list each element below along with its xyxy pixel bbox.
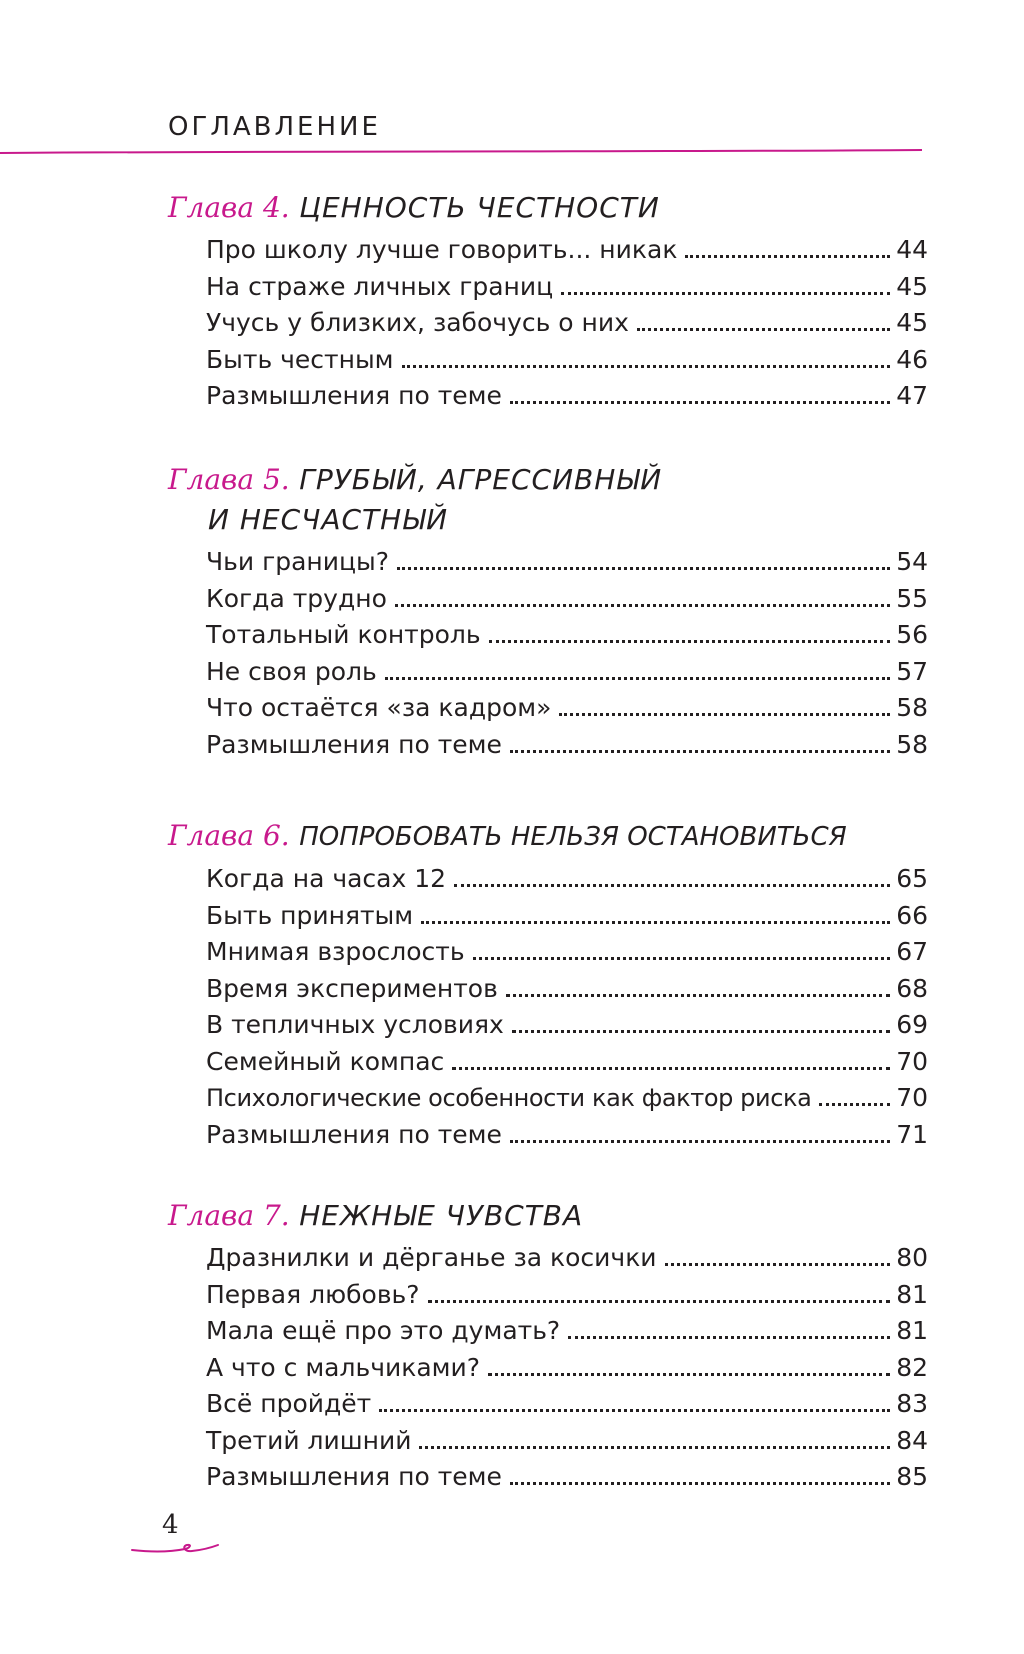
toc-entry-title: Размышления по теме <box>206 729 502 759</box>
toc-entry[interactable] <box>206 232 928 269</box>
chapter-entries <box>168 544 928 763</box>
toc-entry[interactable] <box>206 934 928 971</box>
toc-entry[interactable] <box>206 1080 928 1117</box>
toc-entry-title: Время экспериментов <box>206 973 498 1003</box>
toc-entry-title: Мнимая взрослость <box>206 937 465 966</box>
dot-leader <box>421 921 890 924</box>
chapter-name: НЕЖНЫЕ ЧУВСТВА <box>299 1199 584 1232</box>
dot-leader <box>395 604 890 607</box>
chapter-label: Глава 4. <box>168 191 290 224</box>
chapter-entries <box>168 232 928 415</box>
toc-entry-title: Семейный компас <box>206 1046 445 1076</box>
toc-entry-title: На страже личных границ <box>206 271 554 301</box>
toc-entry-page: 58 <box>896 729 928 759</box>
chapter-5 <box>168 460 928 763</box>
toc-entry-title: Учусь у близких, забочусь о них <box>206 308 629 337</box>
dot-leader <box>512 1030 890 1033</box>
toc-entry-page: 81 <box>896 1279 928 1309</box>
toc-entry-title: Дразнилки и дёрганье за косички <box>206 1243 657 1272</box>
toc-entry[interactable] <box>206 727 928 764</box>
toc-entry[interactable] <box>206 378 928 415</box>
toc-entry-page: 70 <box>896 1083 928 1112</box>
page-number-flourish-icon <box>130 1540 220 1556</box>
chapter-name: ПОПРОБОВАТЬ НЕЛЬЗЯ ОСТАНОВИТЬСЯ <box>299 822 847 852</box>
dot-leader <box>454 884 890 887</box>
toc-entry-page: 83 <box>896 1389 928 1418</box>
dot-leader <box>452 1067 890 1070</box>
toc-entry[interactable] <box>206 898 928 935</box>
toc-entry[interactable] <box>206 1313 928 1350</box>
running-head-title: ОГЛАВЛЕНИЕ <box>168 112 381 142</box>
dot-leader <box>402 365 891 368</box>
toc-entry[interactable] <box>206 342 928 379</box>
toc-entry-page: 85 <box>896 1462 928 1491</box>
toc-entry-page: 65 <box>896 864 928 893</box>
toc-entry[interactable] <box>206 305 928 342</box>
toc-entry-title: Быть принятым <box>206 900 414 930</box>
dot-leader <box>489 640 891 643</box>
page-number: 4 <box>162 1510 179 1540</box>
chapter-label: Глава 5. <box>168 463 290 496</box>
toc-entry[interactable] <box>206 1459 928 1496</box>
toc-entry[interactable] <box>206 617 928 654</box>
toc-entry-title: Не своя роль <box>206 656 377 686</box>
dot-leader <box>506 994 890 997</box>
toc-entry-page: 69 <box>896 1010 928 1039</box>
dot-leader <box>510 1140 890 1143</box>
dot-leader <box>819 1103 890 1106</box>
toc-entry-title: Когда на часах 12 <box>206 864 447 893</box>
toc-entry-page: 82 <box>896 1352 928 1382</box>
toc-entry[interactable] <box>206 654 928 691</box>
chapter-entries <box>168 861 928 1153</box>
toc-entry-title: Когда трудно <box>206 583 387 613</box>
toc-entry[interactable] <box>206 861 928 898</box>
toc-entry-page: 44 <box>896 235 928 264</box>
header-rule <box>0 148 922 154</box>
dot-leader <box>665 1263 891 1266</box>
toc-entry-page: 47 <box>896 381 928 410</box>
toc-entry[interactable] <box>206 1240 928 1277</box>
dot-leader <box>637 328 890 331</box>
toc-entry-page: 80 <box>896 1243 928 1272</box>
toc-entry-page: 71 <box>896 1119 928 1149</box>
toc-entry-title: Всё пройдёт <box>206 1389 372 1418</box>
toc-entry-title: Психологические особенности как фактор риска <box>206 1084 812 1112</box>
dot-leader <box>397 567 890 570</box>
toc-entry[interactable] <box>206 1350 928 1387</box>
chapter-heading <box>168 1196 928 1236</box>
chapter-entries <box>168 1240 928 1496</box>
chapter-heading <box>168 188 928 228</box>
toc-entry-title: Про школу лучше говорить... никак <box>206 235 678 264</box>
toc-entry-title: Что остаётся «за кадром» <box>206 693 552 722</box>
toc-entry-page: 54 <box>896 547 928 576</box>
toc-entry[interactable] <box>206 1423 928 1460</box>
toc-entry-title: Третий лишний <box>206 1425 412 1455</box>
chapter-label: Глава 6. <box>168 819 290 852</box>
toc-entry-page: 68 <box>896 973 928 1003</box>
dot-leader <box>510 1482 890 1485</box>
toc-entry-page: 66 <box>896 900 928 930</box>
dot-leader <box>379 1409 890 1412</box>
chapter-4 <box>168 188 928 415</box>
toc-entry-page: 46 <box>896 344 928 374</box>
dot-leader <box>428 1300 891 1303</box>
toc-entry[interactable] <box>206 971 928 1008</box>
toc-entry[interactable] <box>206 581 928 618</box>
toc-entry-page: 56 <box>896 620 928 649</box>
toc-entry-title: Первая любовь? <box>206 1279 420 1309</box>
toc-entry-page: 55 <box>896 583 928 613</box>
dot-leader <box>568 1336 890 1339</box>
dot-leader <box>419 1446 890 1449</box>
dot-leader <box>488 1373 890 1376</box>
toc-entry[interactable] <box>206 1386 928 1423</box>
toc-entry-title: Тотальный контроль <box>206 620 481 649</box>
toc-entry-page: 84 <box>896 1425 928 1455</box>
toc-entry[interactable] <box>206 1007 928 1044</box>
toc-entry[interactable] <box>206 1117 928 1154</box>
toc-entry-title: Мала ещё про это думать? <box>206 1316 561 1345</box>
toc-entry[interactable] <box>206 690 928 727</box>
toc-entry-title: В тепличных условиях <box>206 1010 504 1039</box>
toc-entry[interactable] <box>206 269 928 306</box>
toc-entry-page: 58 <box>896 693 928 722</box>
dot-leader <box>510 750 890 753</box>
toc-entry-title: Размышления по теме <box>206 1462 502 1491</box>
chapter-label: Глава 7. <box>168 1199 290 1232</box>
dot-leader <box>559 713 890 716</box>
toc-entry[interactable] <box>206 1277 928 1314</box>
toc-entry-page: 57 <box>896 656 928 686</box>
chapter-name-continued: И НЕСЧАСТНЫЙ <box>208 503 449 536</box>
toc-entry-page: 67 <box>896 937 928 966</box>
toc-entry-page: 45 <box>896 308 928 337</box>
chapter-7 <box>168 1196 928 1496</box>
toc-entry-title: Размышления по теме <box>206 381 502 410</box>
toc-entry[interactable] <box>206 1044 928 1081</box>
toc-entry-page: 70 <box>896 1046 928 1076</box>
toc-entry-title: Размышления по теме <box>206 1119 502 1149</box>
dot-leader <box>561 292 890 295</box>
chapter-6 <box>168 816 928 1153</box>
dot-leader <box>385 677 890 680</box>
toc-entry-page: 81 <box>896 1316 928 1345</box>
toc-entry-title: Чьи границы? <box>206 547 390 576</box>
dot-leader <box>510 401 890 404</box>
chapter-name: ЦЕННОСТЬ ЧЕСТНОСТИ <box>299 191 660 224</box>
toc-entry-title: А что с мальчиками? <box>206 1352 481 1382</box>
chapter-heading <box>168 460 928 540</box>
toc-entry-title: Быть честным <box>206 344 394 374</box>
dot-leader <box>473 957 891 960</box>
dot-leader <box>685 255 890 258</box>
toc-entry[interactable] <box>206 544 928 581</box>
chapter-heading <box>168 816 928 857</box>
chapter-name: ГРУБЫЙ, АГРЕССИВНЫЙ <box>299 463 663 496</box>
toc-entry-page: 45 <box>896 271 928 301</box>
